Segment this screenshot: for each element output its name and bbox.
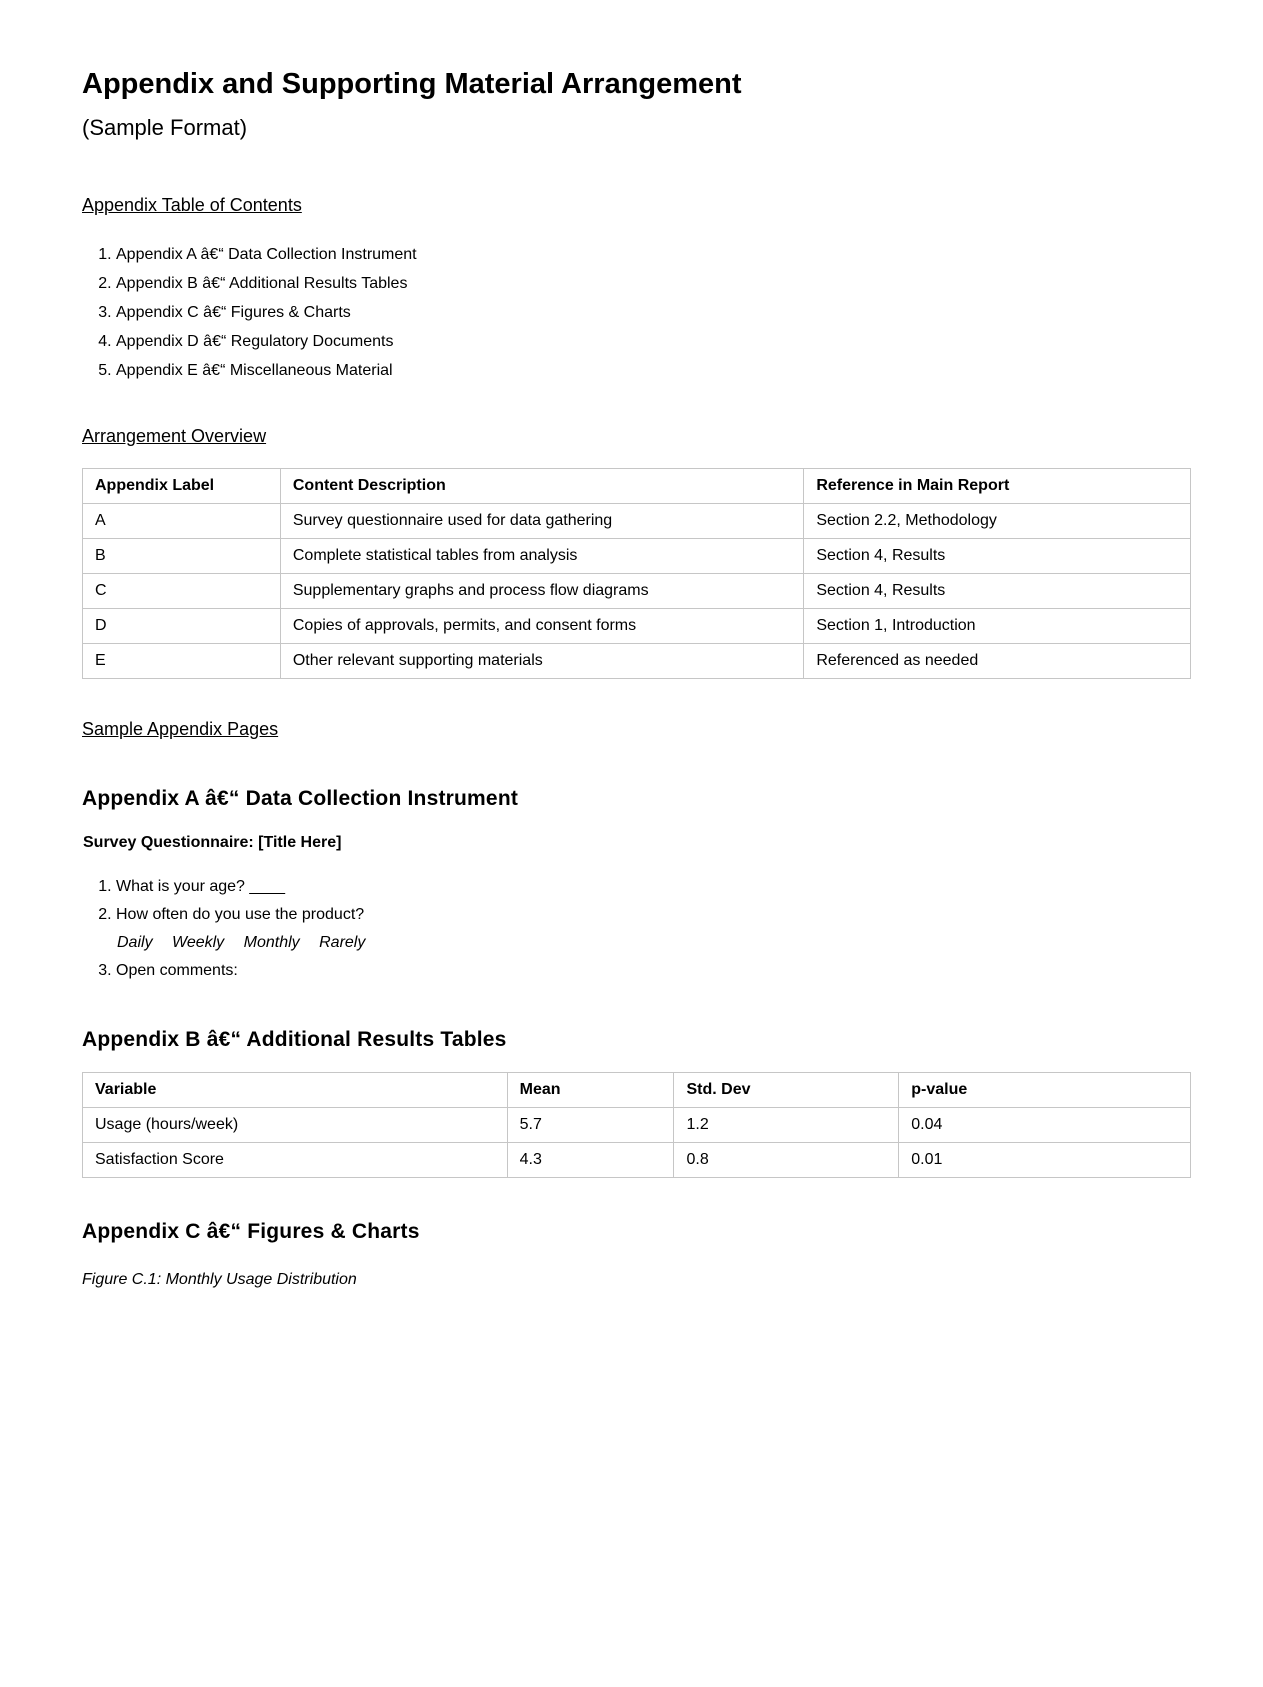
column-header: Appendix Label bbox=[83, 469, 281, 504]
table-cell: 0.01 bbox=[899, 1143, 1191, 1178]
table-cell: Satisfaction Score bbox=[83, 1143, 508, 1178]
survey-question bbox=[116, 873, 1181, 901]
table-header-row bbox=[83, 1073, 1191, 1108]
results-table bbox=[82, 1072, 1191, 1178]
table-cell: Usage (hours/week) bbox=[83, 1108, 508, 1143]
table-row bbox=[83, 504, 1191, 539]
table-cell: D bbox=[83, 609, 281, 644]
toc-item: 3. Appendix C â€“ Figures & Charts bbox=[116, 298, 1181, 327]
column-header: Mean bbox=[507, 1073, 674, 1108]
table-cell: Section 2.2, Methodology bbox=[804, 504, 1191, 539]
document-title: Appendix and Supporting Material Arrangement bbox=[82, 68, 742, 100]
table-row bbox=[83, 539, 1191, 574]
overview-heading: Arrangement Overview bbox=[82, 426, 267, 446]
figure-caption: Figure C.1: Monthly Usage Distribution bbox=[82, 1271, 357, 1288]
table-cell: 0.04 bbox=[899, 1108, 1191, 1143]
toc-item: 4. Appendix D â€“ Regulatory Documents bbox=[116, 327, 1181, 356]
table-cell: Referenced as needed bbox=[804, 644, 1191, 679]
table-cell: Other relevant supporting materials bbox=[280, 644, 803, 679]
table-row bbox=[83, 1108, 1191, 1143]
column-header: p-value bbox=[899, 1073, 1191, 1108]
answer-options bbox=[116, 929, 1181, 957]
table-cell: Section 1, Introduction bbox=[804, 609, 1191, 644]
table-cell: 0.8 bbox=[674, 1143, 899, 1178]
samples-heading: Sample Appendix Pages bbox=[82, 719, 279, 739]
table-cell: Supplementary graphs and process flow diagrams bbox=[280, 574, 803, 609]
table-cell: B bbox=[83, 539, 281, 574]
answer-option: Weekly bbox=[172, 934, 225, 951]
survey-question bbox=[116, 957, 1181, 985]
answer-option: Monthly bbox=[243, 934, 300, 951]
table-cell: Survey questionnaire used for data gathering bbox=[280, 504, 803, 539]
toc-item: 5. Appendix E â€“ Miscellaneous Material bbox=[116, 356, 1181, 385]
column-header: Reference in Main Report bbox=[804, 469, 1191, 504]
answer-option: Daily bbox=[117, 934, 153, 951]
table-cell: 1.2 bbox=[674, 1108, 899, 1143]
table-cell: Copies of approvals, permits, and consent forms bbox=[280, 609, 803, 644]
toc-item: 2. Appendix B â€“ Additional Results Tables bbox=[116, 269, 1181, 298]
column-header: Content Description bbox=[280, 469, 803, 504]
table-cell: A bbox=[83, 504, 281, 539]
toc-list bbox=[82, 240, 1181, 385]
toc-item: 1. Appendix A â€“ Data Collection Instrument bbox=[116, 240, 1181, 269]
survey-question-list bbox=[82, 873, 1181, 985]
survey-title: Survey Questionnaire: [Title Here] bbox=[83, 834, 342, 851]
table-cell: Section 4, Results bbox=[804, 574, 1191, 609]
toc-heading: Appendix Table of Contents bbox=[82, 195, 302, 215]
column-header: Std. Dev bbox=[674, 1073, 899, 1108]
table-row bbox=[83, 1143, 1191, 1178]
answer-option: Rarely bbox=[319, 934, 366, 951]
appendix-b-heading: Appendix B â€“ Additional Results Tables bbox=[82, 1028, 507, 1051]
appendix-c-heading: Appendix C â€“ Figures & Charts bbox=[82, 1220, 420, 1243]
table-cell: C bbox=[83, 574, 281, 609]
document-subtitle: (Sample Format) bbox=[82, 115, 248, 140]
table-row bbox=[83, 644, 1191, 679]
table-row bbox=[83, 574, 1191, 609]
table-cell: 5.7 bbox=[507, 1108, 674, 1143]
overview-table bbox=[82, 468, 1191, 679]
table-cell: Complete statistical tables from analysis bbox=[280, 539, 803, 574]
survey-question-text: How often do you use the product? bbox=[116, 906, 365, 923]
survey-question bbox=[116, 901, 1181, 957]
table-row bbox=[83, 609, 1191, 644]
survey-question-text: What is your age? ____ bbox=[116, 878, 285, 895]
table-header-row bbox=[83, 469, 1191, 504]
column-header: Variable bbox=[83, 1073, 508, 1108]
table-cell: E bbox=[83, 644, 281, 679]
survey-question-text: Open comments: bbox=[116, 962, 238, 979]
appendix-a-heading: Appendix A â€“ Data Collection Instrument bbox=[82, 787, 519, 810]
table-cell: Section 4, Results bbox=[804, 539, 1191, 574]
table-cell: 4.3 bbox=[507, 1143, 674, 1178]
